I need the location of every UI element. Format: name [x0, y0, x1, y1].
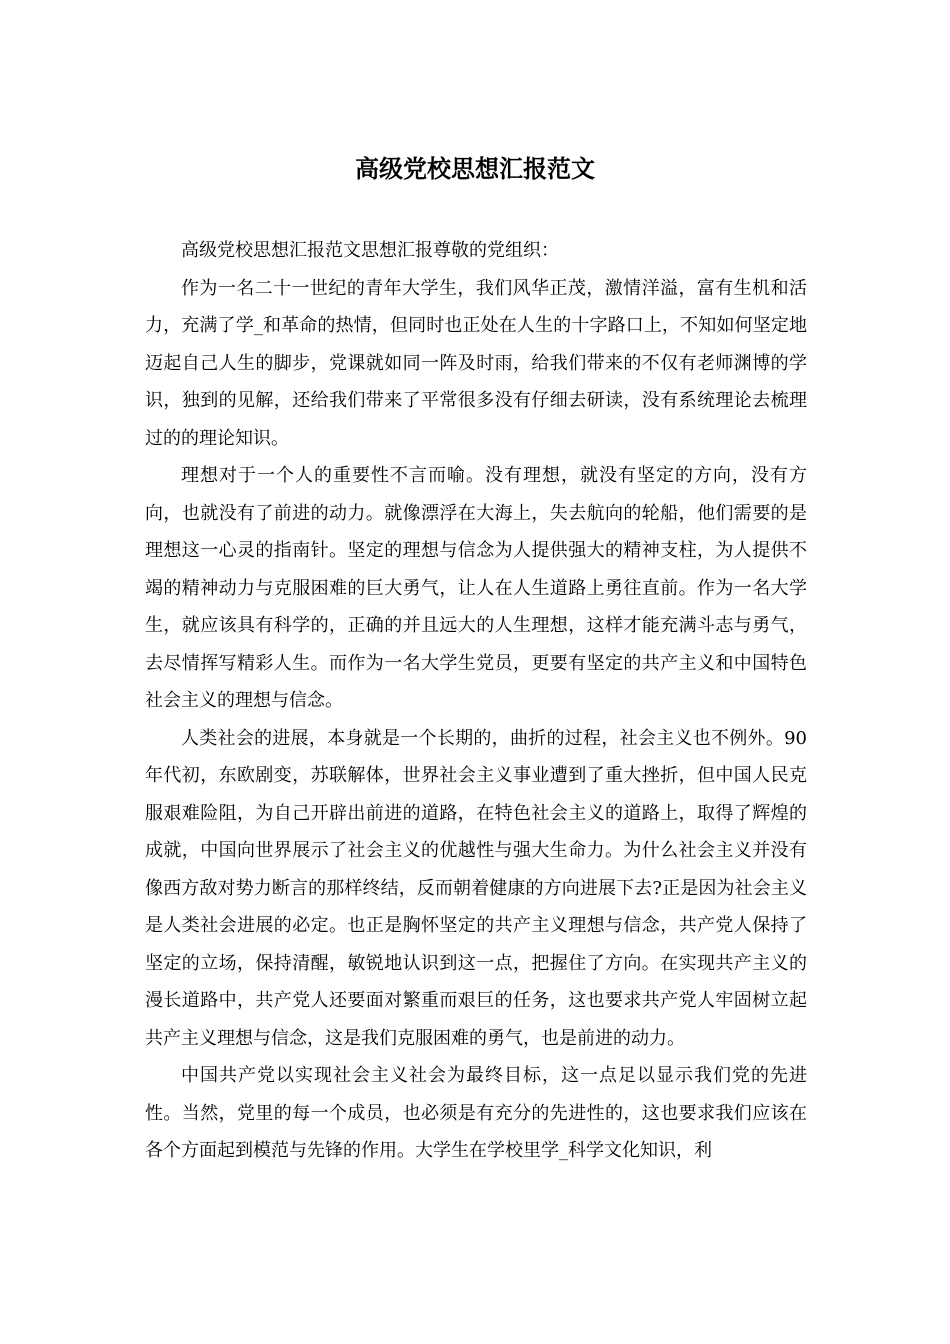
document-title: 高级党校思想汇报范文 [355, 154, 595, 183]
paragraph-3: 人类社会的进展，本身就是一个长期的，曲折的过程，社会主义也不例外。90年代初，东欧剧变，苏联解体，世界社会主义事业遭到了重大挫折，但中国人民克服艰难险阻，为自己开辟出前进的道路，在特色社会主义的道路上，取得了辉煌的成就，中国向世界展示了社会主义的优越性与强大生命力。为什么社会主义并没有像西方敌对势力断言的那样终结，反而朝着健康的方向进展下去?正是因为社会主义是人类社会进展的必定。也正是胸怀坚定的共产主义理想与信念，共产党人保持了坚定的立场，保持清醒，敏锐地认识到这一点，把握住了方向。在实现共产主义的漫长道路中，共产党人还要面对繁重而艰巨的任务，这也要求共产党人牢固树立起共产主义理想与信念，这是我们克服困难的勇气，也是前进的动力。 [145, 727, 807, 1049]
paragraph-2: 理想对于一个人的重要性不言而喻。没有理想，就没有坚定的方向，没有方向，也就没有了前进的动力。就像漂浮在大海上，失去航向的轮船，他们需要的是理想这一心灵的指南针。坚定的理想与信念为人提供强大的精神支柱，为人提供不竭的精神动力与克服困难的巨大勇气，让人在人生道路上勇往直前。作为一名大学生，就应该具有科学的，正确的并且远大的人生理想，这样才能充满斗志与勇气，去尽情挥写精彩人生。而作为一名大学生党员，更要有坚定的共产主义和中国特色社会主义的理想与信念。 [145, 465, 807, 711]
document-body [145, 232, 807, 1170]
paragraph-salutation: 高级党校思想汇报范文思想汇报尊敬的党组织： [181, 240, 559, 261]
paragraph-1: 作为一名二十一世纪的青年大学生，我们风华正茂，激情洋溢，富有生机和活力，充满了学_和革命的热情，但同时也正处在人生的十字路口上，不知如何坚定地迈起自己人生的脚步，党课就如同一阵及时雨，给我们带来的不仅有老师渊博的学识，独到的见解，还给我们带来了平常很多没有仔细去研读，没有系统理论去梳理过的的理论知识。 [145, 277, 807, 449]
paragraph-4: 中国共产党以实现社会主义社会为最终目标，这一点足以显示我们党的先进性。当然，党里的每一个成员，也必须是有充分的先进性的，这也要求我们应该在各个方面起到模范与先锋的作用。大学生在学校里学_科学文化知识，利 [145, 1065, 807, 1161]
